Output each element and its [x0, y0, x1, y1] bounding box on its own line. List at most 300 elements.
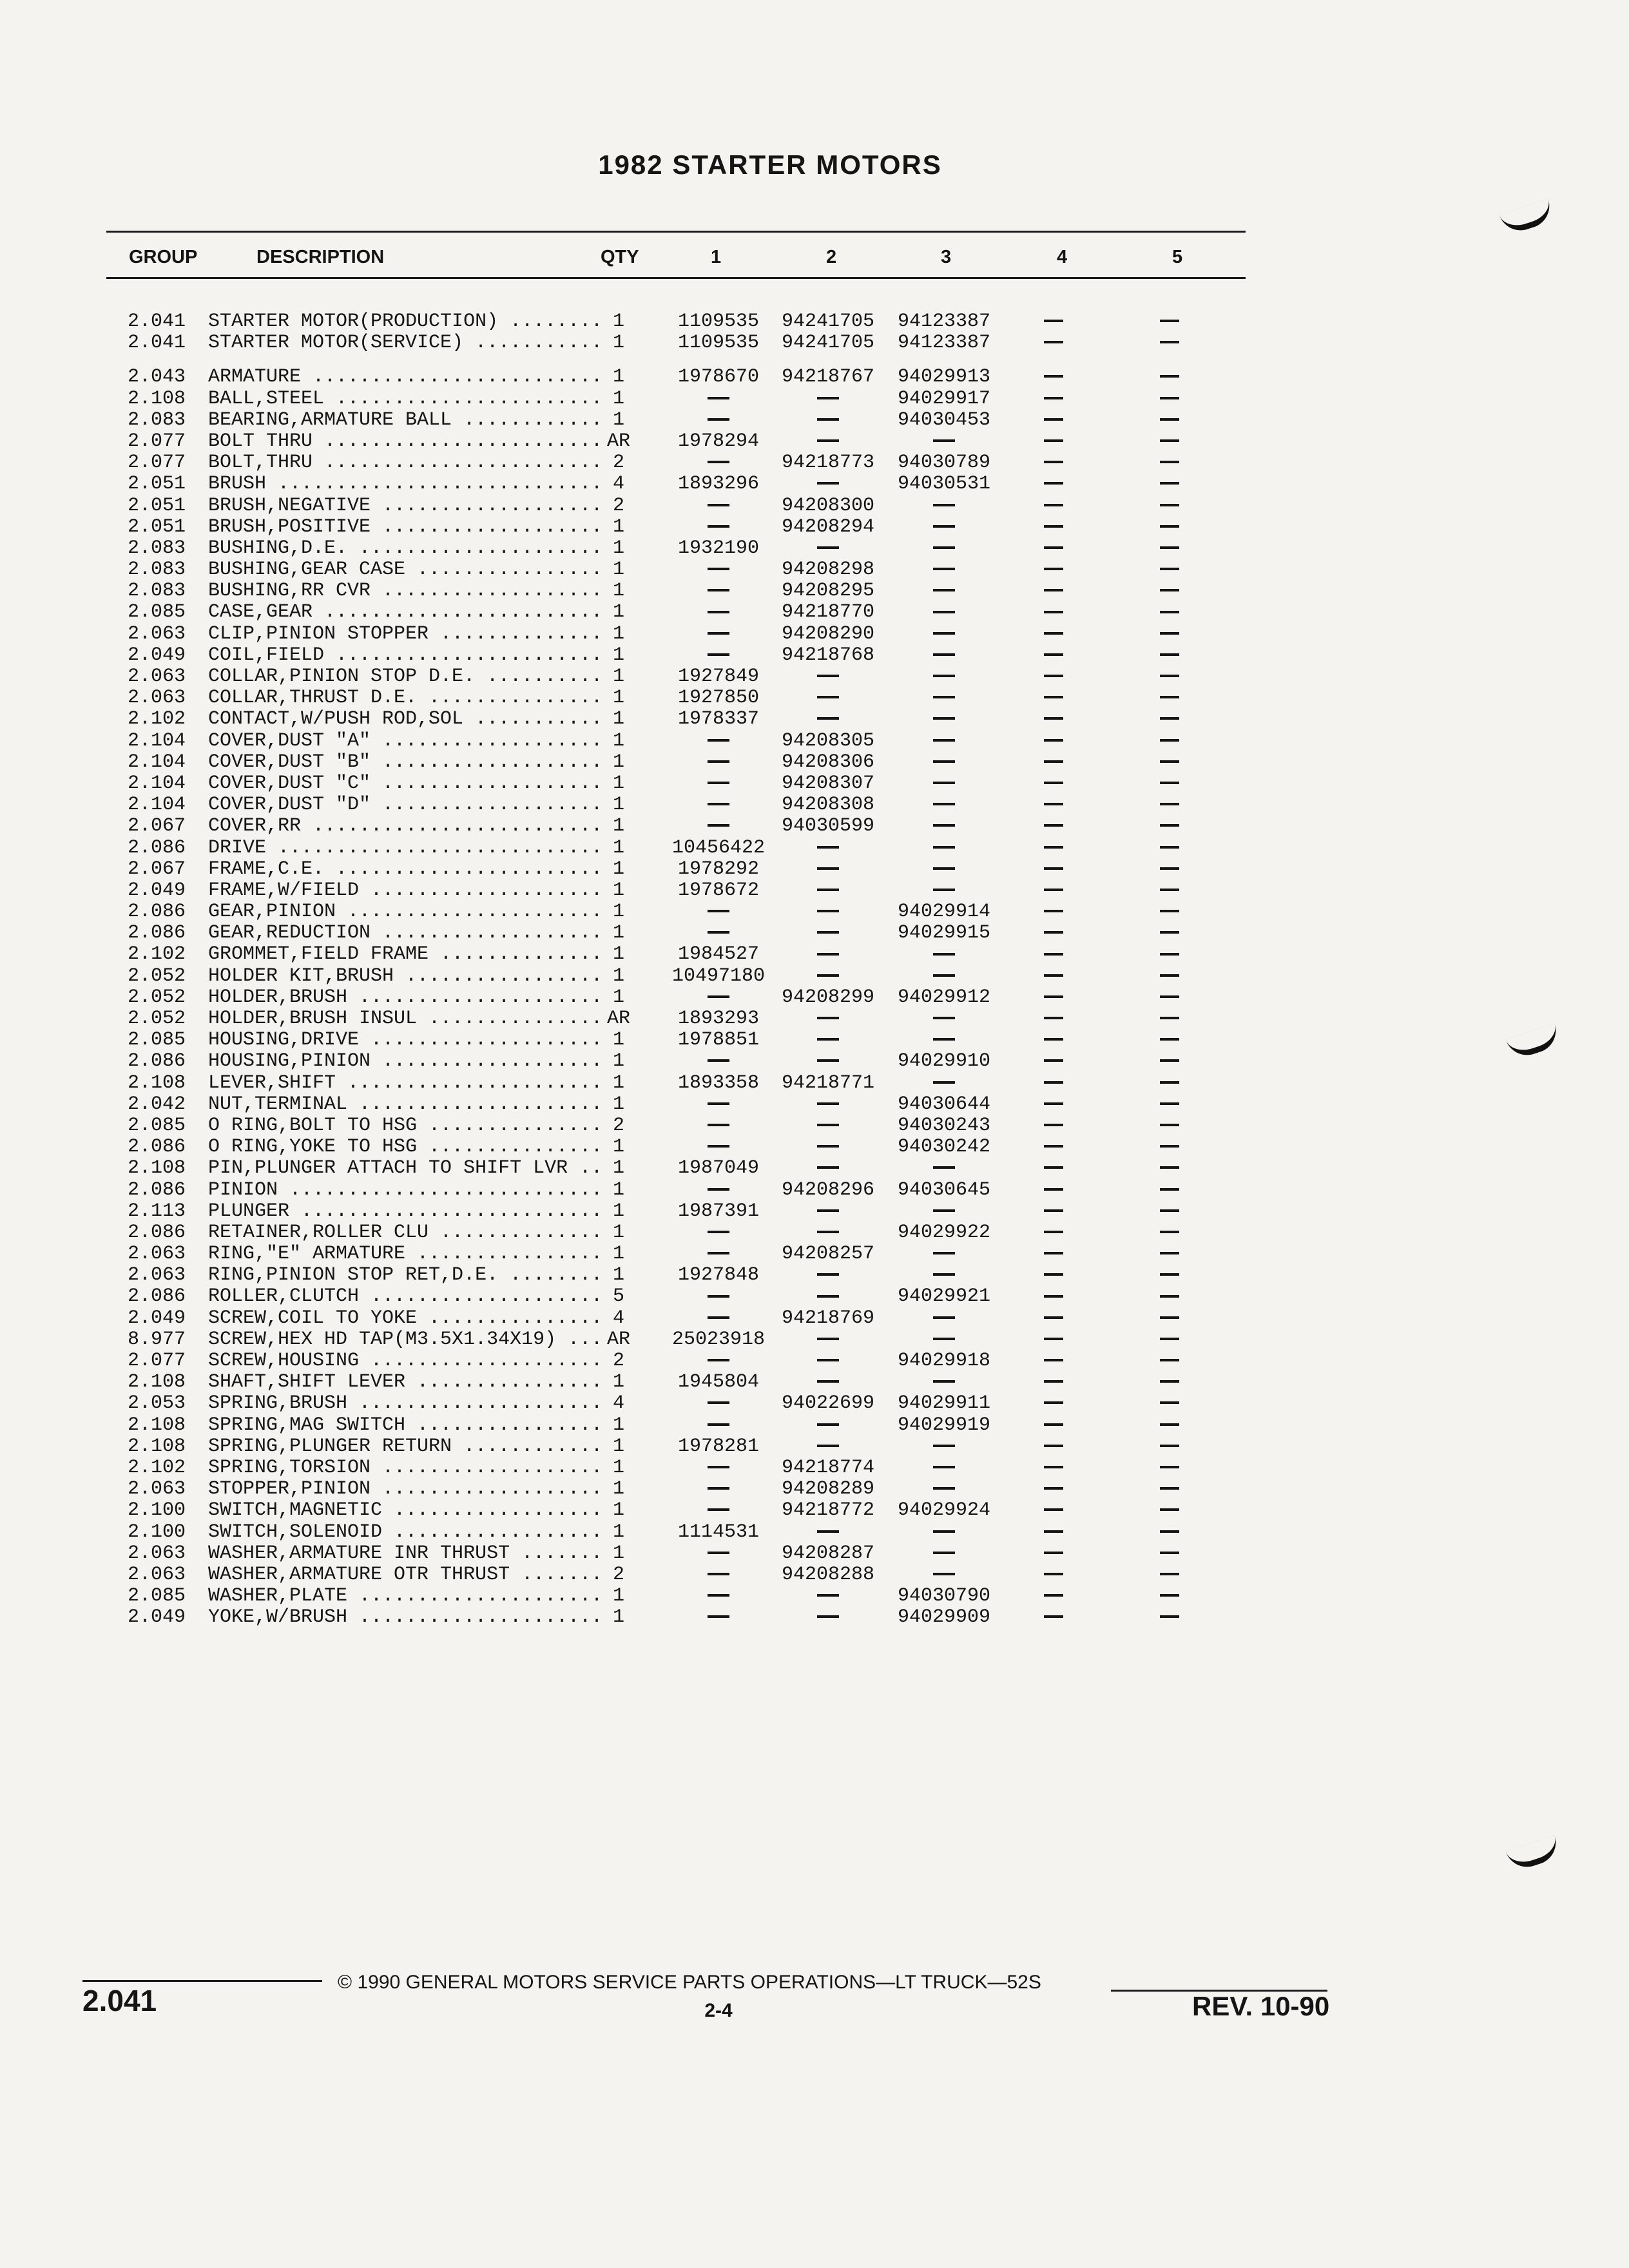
dash-mark	[933, 760, 955, 763]
col-1-cell	[651, 794, 786, 816]
col-5-cell	[1124, 709, 1215, 730]
qty-cell: 1	[612, 580, 624, 602]
col-3-cell: 94030243	[897, 1114, 991, 1137]
col-4-cell	[1008, 1415, 1099, 1436]
col-3-cell	[880, 1201, 1008, 1222]
col-4-cell	[1008, 1372, 1099, 1393]
col-4-cell	[1008, 773, 1099, 794]
col-5-cell	[1124, 367, 1215, 388]
col-2-cell: 94208305	[781, 729, 875, 752]
dash-mark	[1160, 910, 1179, 912]
col-3-cell: 94029915	[897, 922, 991, 945]
group-cell: 2.083	[128, 408, 186, 431]
dash-mark	[1160, 418, 1179, 421]
dash-mark	[1044, 1401, 1063, 1404]
dash-mark	[708, 1145, 729, 1148]
col-4-cell	[1008, 1308, 1099, 1329]
col-1-cell: 1978851	[677, 1029, 760, 1052]
dash-mark	[1044, 1081, 1063, 1084]
col-2-cell	[767, 923, 889, 944]
group-cell: 2.049	[128, 1606, 186, 1629]
dash-mark	[817, 1615, 839, 1618]
col-3-cell: 94029914	[897, 901, 991, 923]
dash-mark	[1160, 1145, 1179, 1148]
description-cell: BEARING,ARMATURE BALL ............	[208, 409, 603, 431]
col-3-cell	[880, 581, 1008, 602]
footer-revision: REV. 10-90	[1192, 1991, 1330, 2021]
col-5-cell	[1124, 389, 1215, 410]
description-cell: SWITCH,MAGNETIC ..................	[208, 1500, 603, 1522]
col-3-cell: 94029911	[897, 1392, 991, 1415]
col-4-cell	[1008, 495, 1099, 517]
table-row	[0, 1500, 1629, 1521]
qty-cell: 1	[612, 1371, 624, 1394]
col-4-cell	[1008, 1158, 1099, 1179]
dash-mark	[1160, 1338, 1179, 1340]
description-cell: COVER,RR .........................	[208, 816, 603, 838]
group-cell: 2.052	[128, 965, 186, 987]
dash-mark	[1044, 675, 1063, 677]
description-cell: BRUSH ............................	[208, 474, 603, 495]
dash-mark	[1044, 1552, 1063, 1554]
qty-cell: 1	[612, 1585, 624, 1608]
dash-mark	[933, 1573, 955, 1575]
col-1-cell	[651, 1607, 786, 1628]
col-3-cell: 94030644	[897, 1093, 991, 1115]
col-3-cell: 94029917	[897, 387, 991, 410]
dash-mark	[933, 1466, 955, 1468]
qty-cell: 1	[612, 1093, 624, 1115]
dash-mark	[708, 1573, 729, 1575]
col-5-cell	[1124, 1286, 1215, 1307]
dash-mark	[708, 1124, 729, 1126]
description-cell: BRUSH,POSITIVE ...................	[208, 516, 603, 538]
col-5-cell	[1124, 794, 1215, 816]
qty-cell: 1	[612, 1072, 624, 1094]
dash-mark	[1160, 1188, 1179, 1191]
col-4-cell	[1008, 332, 1099, 354]
table-row	[0, 901, 1629, 923]
col-5-cell	[1124, 1393, 1215, 1414]
col-2-cell: 94241705	[781, 311, 875, 332]
col-4-cell	[1008, 1522, 1099, 1543]
col-1-cell	[651, 1586, 786, 1607]
col-1-cell	[651, 901, 786, 923]
description-cell: HOUSING,DRIVE ....................	[208, 1030, 603, 1052]
dash-mark	[708, 418, 729, 421]
col-3-cell	[880, 1329, 1008, 1350]
group-cell: 2.049	[128, 644, 186, 666]
col-1-cell: 1987049	[677, 1157, 760, 1180]
col-4-cell	[1008, 666, 1099, 687]
group-cell: 2.063	[128, 687, 186, 709]
col-2-cell	[767, 1008, 889, 1030]
col-2-cell: 94208295	[781, 580, 875, 602]
col-3-cell: 94029910	[897, 1050, 991, 1073]
col-2-cell	[767, 1137, 889, 1158]
description-cell: FRAME,C.E. .......................	[208, 858, 603, 880]
table-row	[0, 1329, 1629, 1350]
dash-mark	[817, 1273, 839, 1276]
table-row	[0, 944, 1629, 965]
qty-cell: 2	[612, 452, 624, 474]
table-row	[0, 431, 1629, 452]
table-row	[0, 1094, 1629, 1115]
description-cell: STOPPER,PINION ...................	[208, 1479, 603, 1501]
description-cell: FRAME,W/FIELD ....................	[208, 879, 603, 901]
col-4-cell	[1008, 1030, 1099, 1051]
dash-mark	[817, 546, 839, 549]
dash-mark	[817, 1231, 839, 1233]
dash-mark	[1160, 675, 1179, 677]
description-cell: COVER,DUST "B" ...................	[208, 751, 603, 773]
description-cell: WASHER,PLATE .....................	[208, 1586, 603, 1608]
dash-mark	[1044, 1359, 1063, 1361]
col-2-cell: 94208287	[781, 1542, 875, 1564]
col-1-cell	[651, 1094, 786, 1115]
col-1-cell: 1984527	[677, 943, 760, 966]
header-rule	[106, 277, 1246, 279]
col-3-cell	[880, 538, 1008, 559]
header-description: DESCRIPTION	[256, 247, 385, 267]
group-cell: 2.051	[128, 515, 186, 538]
col-2-cell	[767, 1436, 889, 1457]
col-1-cell	[651, 602, 786, 623]
col-5-cell	[1124, 495, 1215, 517]
col-2-cell	[767, 1051, 889, 1072]
table-row	[0, 1265, 1629, 1286]
group-cell: 2.086	[128, 1178, 186, 1201]
dash-mark	[1160, 320, 1179, 322]
qty-cell: 1	[612, 794, 624, 816]
dash-mark	[708, 397, 729, 399]
dash-mark	[817, 1059, 839, 1062]
dash-mark	[708, 1188, 729, 1191]
table-row	[0, 1244, 1629, 1265]
dash-mark	[1160, 546, 1179, 549]
dash-mark	[1044, 803, 1063, 805]
description-cell: SHAFT,SHIFT LEVER ................	[208, 1372, 603, 1394]
col-2-cell	[767, 1372, 889, 1393]
col-5-cell	[1124, 838, 1215, 859]
dash-mark	[1044, 739, 1063, 742]
dash-mark	[708, 611, 729, 613]
dash-mark	[708, 1423, 729, 1426]
dash-mark	[708, 1594, 729, 1597]
qty-cell: 1	[612, 943, 624, 966]
dash-mark	[933, 867, 955, 870]
col-4-cell	[1008, 311, 1099, 332]
description-cell: SPRING,TORSION ...................	[208, 1457, 603, 1479]
dash-mark	[1160, 482, 1179, 485]
qty-cell: 1	[612, 644, 624, 666]
footer-copyright: © 1990 GENERAL MOTORS SERVICE PARTS OPERATIONS—LT TRUCK—52S	[338, 1972, 1041, 1993]
col-1-cell	[651, 987, 786, 1008]
group-cell: 2.041	[128, 311, 186, 332]
dash-mark	[1160, 1615, 1179, 1618]
dash-mark	[1160, 589, 1179, 591]
col-5-cell	[1124, 987, 1215, 1008]
col-4-cell	[1008, 1479, 1099, 1500]
table-row	[0, 1158, 1629, 1179]
dash-mark	[1160, 846, 1179, 849]
dash-mark	[1044, 760, 1063, 763]
table-row	[0, 687, 1629, 709]
dash-mark	[1160, 1423, 1179, 1426]
col-5-cell	[1124, 538, 1215, 559]
dash-mark	[708, 1359, 729, 1361]
table-row	[0, 1607, 1629, 1628]
group-cell: 2.063	[128, 1243, 186, 1265]
description-cell: ARMATURE .........................	[208, 367, 603, 389]
dash-mark	[708, 525, 729, 528]
qty-cell: AR	[606, 1008, 630, 1030]
dash-mark	[817, 1380, 839, 1383]
col-1-cell	[651, 1479, 786, 1500]
table-row	[0, 581, 1629, 602]
col-2-cell	[767, 1094, 889, 1115]
table-row	[0, 816, 1629, 837]
dash-mark	[1160, 397, 1179, 399]
description-cell: HOLDER,BRUSH .....................	[208, 986, 603, 1008]
col-2-cell	[767, 901, 889, 923]
col-4-cell	[1008, 1244, 1099, 1265]
dash-mark	[817, 867, 839, 870]
dash-mark	[933, 782, 955, 784]
dash-mark	[708, 782, 729, 784]
col-5-cell	[1124, 431, 1215, 452]
qty-cell: 1	[612, 537, 624, 559]
dash-mark	[933, 504, 955, 506]
dash-mark	[1044, 867, 1063, 870]
dash-mark	[1044, 504, 1063, 506]
col-2-cell	[767, 1350, 889, 1372]
dash-mark	[1044, 889, 1063, 891]
col-4-cell	[1008, 709, 1099, 730]
qty-cell: 4	[612, 1392, 624, 1415]
dash-mark	[933, 1038, 955, 1041]
dash-mark	[817, 1017, 839, 1019]
group-cell: 2.104	[128, 729, 186, 752]
dash-mark	[1160, 1017, 1179, 1019]
dash-mark	[933, 696, 955, 698]
dash-mark	[1044, 461, 1063, 463]
table-row	[0, 1008, 1629, 1030]
dash-mark	[1160, 1466, 1179, 1468]
col-1-cell	[651, 1308, 786, 1329]
col-5-cell	[1124, 1115, 1215, 1137]
description-cell: STARTER MOTOR(SERVICE) ...........	[208, 332, 603, 354]
dash-mark	[1044, 418, 1063, 421]
dash-mark	[1044, 1059, 1063, 1062]
dash-mark	[817, 1338, 839, 1340]
col-3-cell	[880, 966, 1008, 987]
col-5-cell	[1124, 474, 1215, 495]
dash-mark	[1044, 375, 1063, 378]
col-4-cell	[1008, 581, 1099, 602]
dash-mark	[817, 397, 839, 399]
description-cell: CLIP,PINION STOPPER ..............	[208, 623, 603, 645]
col-2-cell: 94218770	[781, 601, 875, 624]
description-cell: BOLT,THRU ........................	[208, 452, 603, 474]
col-5-cell	[1124, 1201, 1215, 1222]
dash-mark	[708, 1316, 729, 1319]
col-1-cell: 1893358	[677, 1072, 760, 1094]
col-2-cell	[767, 389, 889, 410]
description-cell: BRUSH,NEGATIVE ...................	[208, 495, 603, 517]
description-cell: YOKE,W/BRUSH .....................	[208, 1607, 603, 1629]
col-4-cell	[1008, 816, 1099, 837]
col-1-cell: 1109535	[677, 311, 760, 332]
description-cell: PIN,PLUNGER ATTACH TO SHIFT LVR ..	[208, 1158, 603, 1180]
qty-cell: 1	[612, 1029, 624, 1052]
col-2-cell: 94022699	[781, 1392, 875, 1415]
col-5-cell	[1124, 773, 1215, 794]
group-cell: 2.053	[128, 1392, 186, 1415]
group-cell: 2.108	[128, 1371, 186, 1394]
qty-cell: 1	[612, 1050, 624, 1073]
table-row	[0, 1543, 1629, 1564]
dash-mark	[1044, 1466, 1063, 1468]
description-cell: COVER,DUST "C" ...................	[208, 773, 603, 794]
dash-mark	[1160, 1530, 1179, 1533]
col-2-cell	[767, 1586, 889, 1607]
dash-mark	[1044, 341, 1063, 343]
description-cell: HOLDER KIT,BRUSH .................	[208, 965, 603, 987]
col-5-cell	[1124, 944, 1215, 965]
col-3-cell	[880, 645, 1008, 666]
col-5-cell	[1124, 1137, 1215, 1158]
dash-mark	[933, 632, 955, 635]
table-row	[0, 1522, 1629, 1543]
dash-mark	[817, 418, 839, 421]
description-cell: DRIVE ............................	[208, 837, 603, 859]
dash-mark	[933, 1081, 955, 1084]
qty-cell: 1	[612, 772, 624, 794]
table-row	[0, 1372, 1629, 1393]
dash-mark	[708, 1466, 729, 1468]
header-qty: QTY	[601, 247, 639, 267]
qty-cell: 1	[612, 408, 624, 431]
col-4-cell	[1008, 1607, 1099, 1628]
dash-mark	[1044, 1615, 1063, 1618]
dash-mark	[1044, 1166, 1063, 1169]
dash-mark	[1160, 931, 1179, 934]
table-row	[0, 410, 1629, 431]
col-4-cell	[1008, 538, 1099, 559]
group-cell: 2.063	[128, 1478, 186, 1501]
dash-mark	[1044, 546, 1063, 549]
col-1-cell	[651, 1286, 786, 1307]
dash-mark	[1160, 1081, 1179, 1084]
header-col-5: 5	[1172, 247, 1183, 267]
group-cell: 2.113	[128, 1200, 186, 1222]
col-5-cell	[1124, 1265, 1215, 1286]
col-3-cell: 94029921	[897, 1285, 991, 1308]
col-1-cell: 1978281	[677, 1435, 760, 1457]
description-cell: PLUNGER ..........................	[208, 1200, 603, 1222]
col-2-cell: 94241705	[781, 332, 875, 354]
col-5-cell	[1124, 1008, 1215, 1030]
dash-mark	[1160, 1102, 1179, 1105]
col-5-cell	[1124, 581, 1215, 602]
col-3-cell	[880, 1543, 1008, 1564]
dash-mark	[1160, 1252, 1179, 1254]
dash-mark	[1044, 525, 1063, 528]
col-4-cell	[1008, 517, 1099, 538]
group-cell: 2.086	[128, 1285, 186, 1308]
dash-mark	[708, 568, 729, 570]
col-1-cell	[651, 1244, 786, 1265]
col-3-cell: 94030790	[897, 1585, 991, 1608]
qty-cell: AR	[606, 1328, 630, 1350]
col-3-cell	[880, 1457, 1008, 1479]
col-3-cell	[880, 1265, 1008, 1286]
col-3-cell	[880, 944, 1008, 965]
qty-cell: 1	[612, 708, 624, 731]
description-cell: GEAR,PINION ......................	[208, 901, 603, 923]
dash-mark	[933, 846, 955, 849]
table-row	[0, 1457, 1629, 1479]
dash-mark	[1160, 824, 1179, 827]
description-cell: NUT,TERMINAL .....................	[208, 1093, 603, 1115]
col-2-cell: 94208300	[781, 494, 875, 517]
table-row	[0, 966, 1629, 987]
col-4-cell	[1008, 1350, 1099, 1372]
dash-mark	[1044, 1295, 1063, 1298]
dash-mark	[1160, 696, 1179, 698]
col-2-cell	[767, 709, 889, 730]
col-2-cell	[767, 538, 889, 559]
col-1-cell: 1945804	[677, 1371, 760, 1394]
col-5-cell	[1124, 901, 1215, 923]
group-cell: 2.063	[128, 1264, 186, 1287]
col-4-cell	[1008, 1543, 1099, 1564]
qty-cell: 1	[612, 515, 624, 538]
col-2-cell	[767, 410, 889, 431]
col-4-cell	[1008, 880, 1099, 901]
group-cell: 2.102	[128, 1456, 186, 1479]
col-2-cell: 94208306	[781, 751, 875, 773]
group-cell: 2.063	[128, 666, 186, 687]
col-1-cell: 1893296	[677, 473, 760, 495]
qty-cell: 1	[612, 1456, 624, 1479]
binder-mark-top	[1499, 198, 1556, 236]
col-4-cell	[1008, 389, 1099, 410]
col-5-cell	[1124, 923, 1215, 944]
col-4-cell	[1008, 602, 1099, 623]
col-2-cell	[767, 687, 889, 709]
dash-mark	[1160, 1487, 1179, 1490]
dash-mark	[1160, 1059, 1179, 1062]
col-4-cell	[1008, 1180, 1099, 1201]
col-3-cell	[880, 880, 1008, 901]
col-2-cell: 94030599	[781, 815, 875, 838]
dash-mark	[933, 803, 955, 805]
qty-cell: 1	[612, 815, 624, 838]
dash-mark	[1044, 1316, 1063, 1319]
dash-mark	[817, 931, 839, 934]
col-2-cell	[767, 1265, 889, 1286]
dash-mark	[1160, 375, 1179, 378]
col-3-cell	[880, 1479, 1008, 1500]
col-4-cell	[1008, 1222, 1099, 1244]
col-2-cell: 94208290	[781, 622, 875, 645]
col-2-cell: 94218774	[781, 1456, 875, 1479]
col-3-cell: 94123387	[897, 332, 991, 354]
col-1-cell: 1927850	[677, 687, 760, 709]
qty-cell: 1	[612, 858, 624, 880]
